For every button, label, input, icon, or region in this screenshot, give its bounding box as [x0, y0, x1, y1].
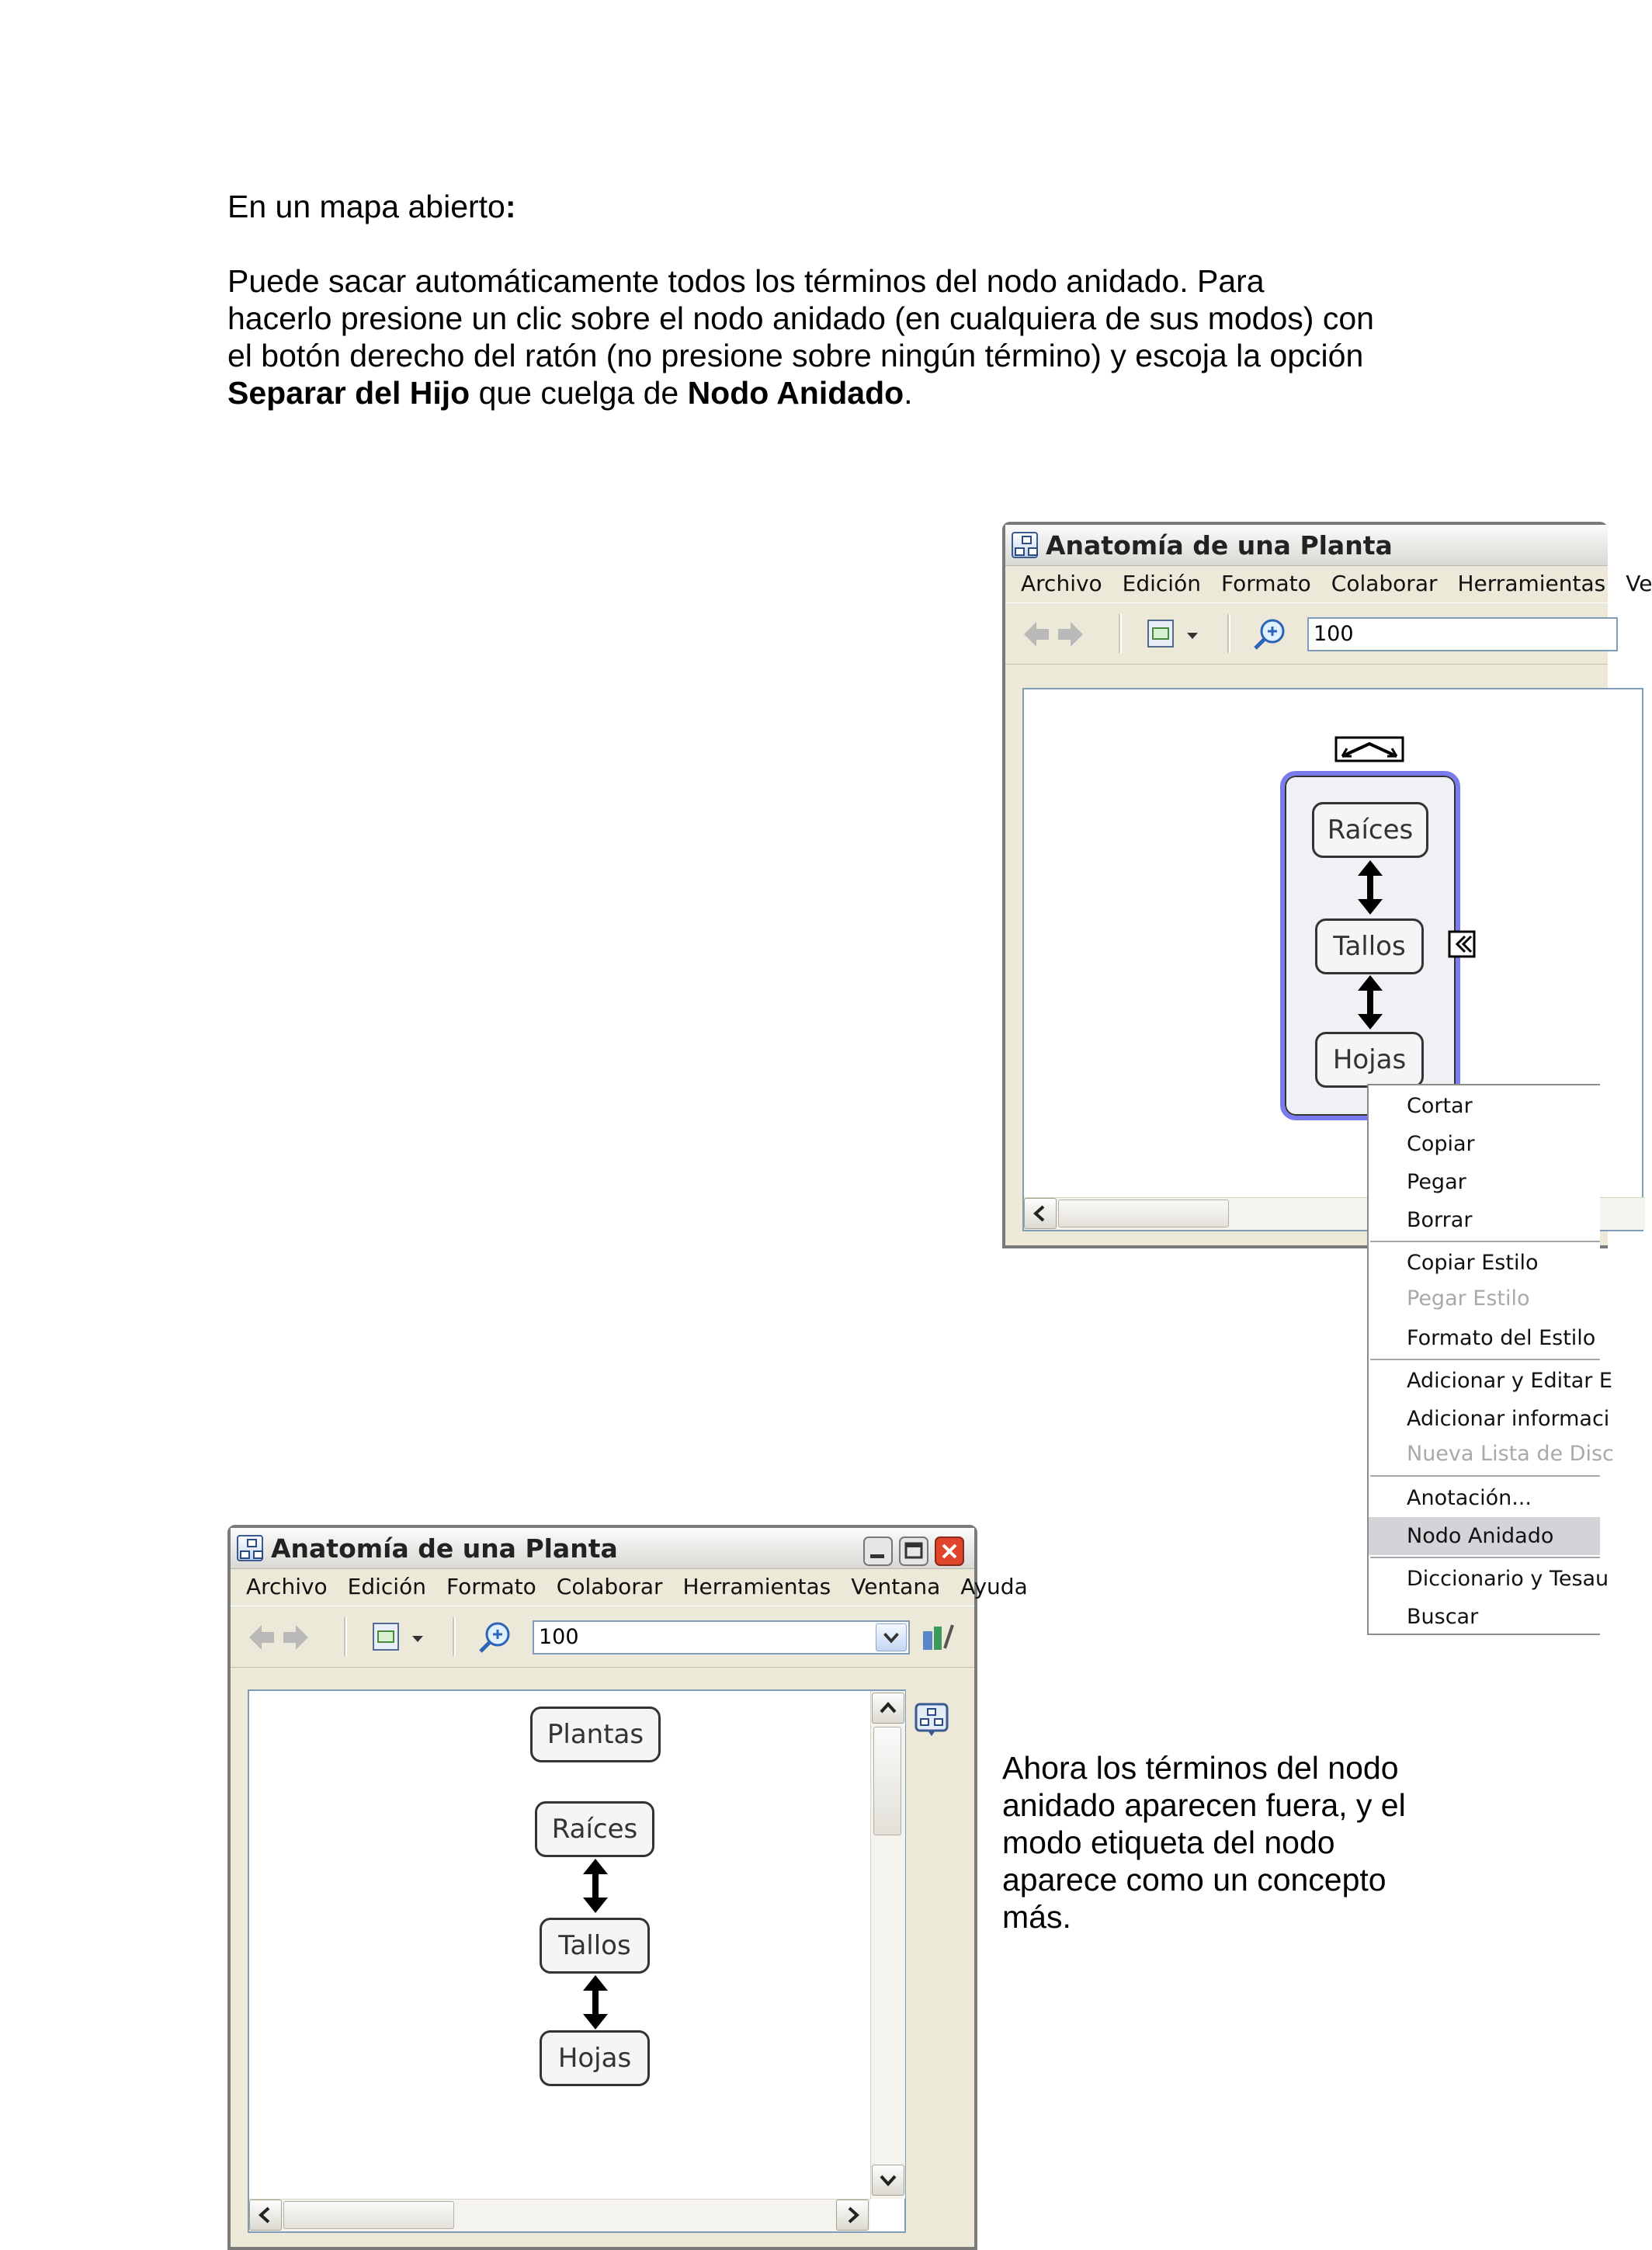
context-menu: [1367, 1084, 1614, 1635]
menu-item-pegar-estilo: Pegar Estilo: [1407, 1286, 1530, 1311]
menu-item-diccionario[interactable]: Diccionario y Tesau: [1407, 1567, 1609, 1591]
cmap-app-icon: [237, 1535, 263, 1561]
menu-separator: [1370, 1359, 1600, 1360]
vertical-scrollbar[interactable]: [870, 1691, 905, 2199]
title-bar[interactable]: [231, 1528, 974, 1569]
window-title: Anatomía de una Planta: [271, 1533, 618, 1564]
menu-archivo[interactable]: Archivo: [1021, 571, 1102, 596]
expand-handle-icon[interactable]: [1448, 930, 1476, 958]
menu-item-adicionar-informacion[interactable]: Adicionar informaci: [1407, 1407, 1610, 1431]
chevron-right-icon: [837, 2200, 868, 2230]
toolbar-separator: [1227, 614, 1230, 653]
link-arrow-icon: [581, 1859, 609, 1913]
outline-view-icon[interactable]: [914, 1702, 949, 1738]
chevron-left-icon: [1025, 1199, 1056, 1228]
node-hojas[interactable]: Hojas: [540, 2030, 650, 2086]
menu-item-cortar[interactable]: Cortar: [1407, 1094, 1473, 1118]
toolbar: [231, 1606, 974, 1668]
result-paragraph: Ahora los términos del nodo anidado aparecen fuera, y el modo etiqueta del nodo aparece como un concepto más.: [1002, 1750, 1406, 1935]
menu-herramientas[interactable]: Herramientas: [682, 1574, 831, 1599]
link-arrow-icon: [581, 1975, 609, 2030]
zoom-input[interactable]: 100: [1307, 617, 1618, 651]
zoom-magnifier-icon[interactable]: [477, 1620, 513, 1655]
scroll-up-button[interactable]: [872, 1693, 904, 1724]
menu-edicion[interactable]: Edición: [347, 1574, 426, 1599]
menu-ventana-partial[interactable]: Ve: [1626, 571, 1652, 596]
scroll-thumb[interactable]: [1058, 1200, 1229, 1227]
toolbar: [1005, 602, 1608, 665]
minimize-icon[interactable]: [862, 1536, 894, 1567]
scroll-thumb[interactable]: [873, 1727, 901, 1835]
map-canvas[interactable]: [248, 1689, 906, 2233]
menu-archivo[interactable]: Archivo: [246, 1574, 328, 1599]
collapse-toggle-icon[interactable]: [1334, 736, 1404, 764]
forward-arrow-icon[interactable]: [282, 1620, 310, 1655]
node-hojas[interactable]: Hojas: [1315, 1032, 1424, 1088]
scroll-down-button[interactable]: [872, 2165, 904, 2196]
maximize-icon[interactable]: [898, 1536, 929, 1567]
zoom-magnifier-icon[interactable]: [1252, 617, 1288, 651]
intro-paragraph: Puede sacar automáticamente todos los términos del nodo anidado. Para hacerlo presione un clic sobre el nodo anidado (en cualquiera de sus modos) con el botón derecho del ratón (no presione sobre ningún término) y escoja la opción Separar del Hijo que cuelga de Nodo Anidado.: [227, 263, 1374, 411]
intro-heading: En un mapa abierto:: [227, 189, 516, 224]
cmap-app-icon: [1012, 532, 1038, 558]
bold-nodo-anidado: Nodo Anidado: [687, 375, 904, 411]
window-title: Anatomía de una Planta: [1046, 530, 1393, 561]
link-arrow-icon: [1356, 975, 1384, 1030]
menu-bar: [1005, 565, 1652, 602]
scroll-thumb[interactable]: [283, 2201, 454, 2229]
node-plantas[interactable]: Plantas: [530, 1707, 661, 1762]
toolbar-separator: [344, 1617, 347, 1656]
menu-ayuda[interactable]: Ayuda: [960, 1574, 1028, 1599]
menu-item-formato-estilo[interactable]: Formato del Estilo: [1407, 1326, 1596, 1350]
style-palette-icon[interactable]: [918, 1620, 956, 1655]
menu-item-nueva-lista: Nueva Lista de Disc: [1407, 1442, 1614, 1466]
zoom-value: 100: [539, 1625, 579, 1649]
menu-separator: [1370, 1241, 1600, 1242]
zoom-input[interactable]: [533, 1620, 910, 1655]
close-icon[interactable]: [934, 1536, 965, 1567]
node-raices[interactable]: Raíces: [535, 1801, 654, 1857]
menu-item-nodo-anidado[interactable]: Nodo Anidado: [1369, 1517, 1600, 1555]
back-arrow-icon[interactable]: [248, 1620, 276, 1655]
view-list-icon[interactable]: [1144, 617, 1206, 651]
menu-item-copiar-estilo[interactable]: Copiar Estilo: [1407, 1251, 1539, 1275]
menu-colaborar[interactable]: Colaborar: [556, 1574, 663, 1599]
chevron-down-icon: [876, 1624, 906, 1651]
view-list-icon[interactable]: [369, 1620, 431, 1655]
node-tallos[interactable]: Tallos: [1315, 918, 1424, 974]
menu-ventana[interactable]: Ventana: [851, 1574, 941, 1599]
menu-separator: [1370, 1475, 1600, 1477]
back-arrow-icon[interactable]: [1022, 617, 1050, 651]
scroll-left-button[interactable]: [1024, 1198, 1057, 1229]
menu-formato[interactable]: Formato: [446, 1574, 536, 1599]
chevron-left-icon: [250, 2200, 281, 2230]
link-arrow-icon: [1356, 860, 1384, 915]
chevron-up-icon: [873, 1693, 904, 1723]
menu-colaborar[interactable]: Colaborar: [1331, 571, 1438, 596]
menu-item-buscar[interactable]: Buscar: [1407, 1605, 1479, 1629]
menu-edicion[interactable]: Edición: [1122, 571, 1201, 596]
horizontal-scrollbar[interactable]: [249, 2199, 870, 2231]
title-bar[interactable]: [1005, 525, 1608, 566]
node-raices[interactable]: Raíces: [1312, 802, 1428, 858]
menu-item-pegar[interactable]: Pegar: [1407, 1170, 1466, 1194]
bold-separar-del-hijo: Separar del Hijo: [227, 375, 470, 411]
scroll-left-button[interactable]: [249, 2200, 282, 2231]
menu-item-borrar[interactable]: Borrar: [1407, 1208, 1473, 1232]
toolbar-separator: [453, 1617, 456, 1656]
menu-item-copiar[interactable]: Copiar: [1407, 1132, 1475, 1156]
menu-item-adicionar-editar[interactable]: Adicionar y Editar E: [1407, 1369, 1612, 1393]
window-bottom: [227, 1525, 1028, 2250]
toolbar-separator: [1119, 614, 1122, 653]
menu-separator: [1370, 1557, 1600, 1558]
menu-item-anotacion[interactable]: Anotación...: [1407, 1486, 1532, 1510]
menu-formato[interactable]: Formato: [1220, 571, 1311, 596]
menu-bar: [231, 1568, 1028, 1606]
forward-arrow-icon[interactable]: [1057, 617, 1085, 651]
node-tallos[interactable]: Tallos: [540, 1918, 650, 1974]
zoom-dropdown-button[interactable]: [876, 1623, 907, 1651]
scroll-right-button[interactable]: [836, 2200, 869, 2231]
menu-herramientas[interactable]: Herramientas: [1457, 571, 1606, 596]
chevron-down-icon: [873, 2165, 904, 2195]
